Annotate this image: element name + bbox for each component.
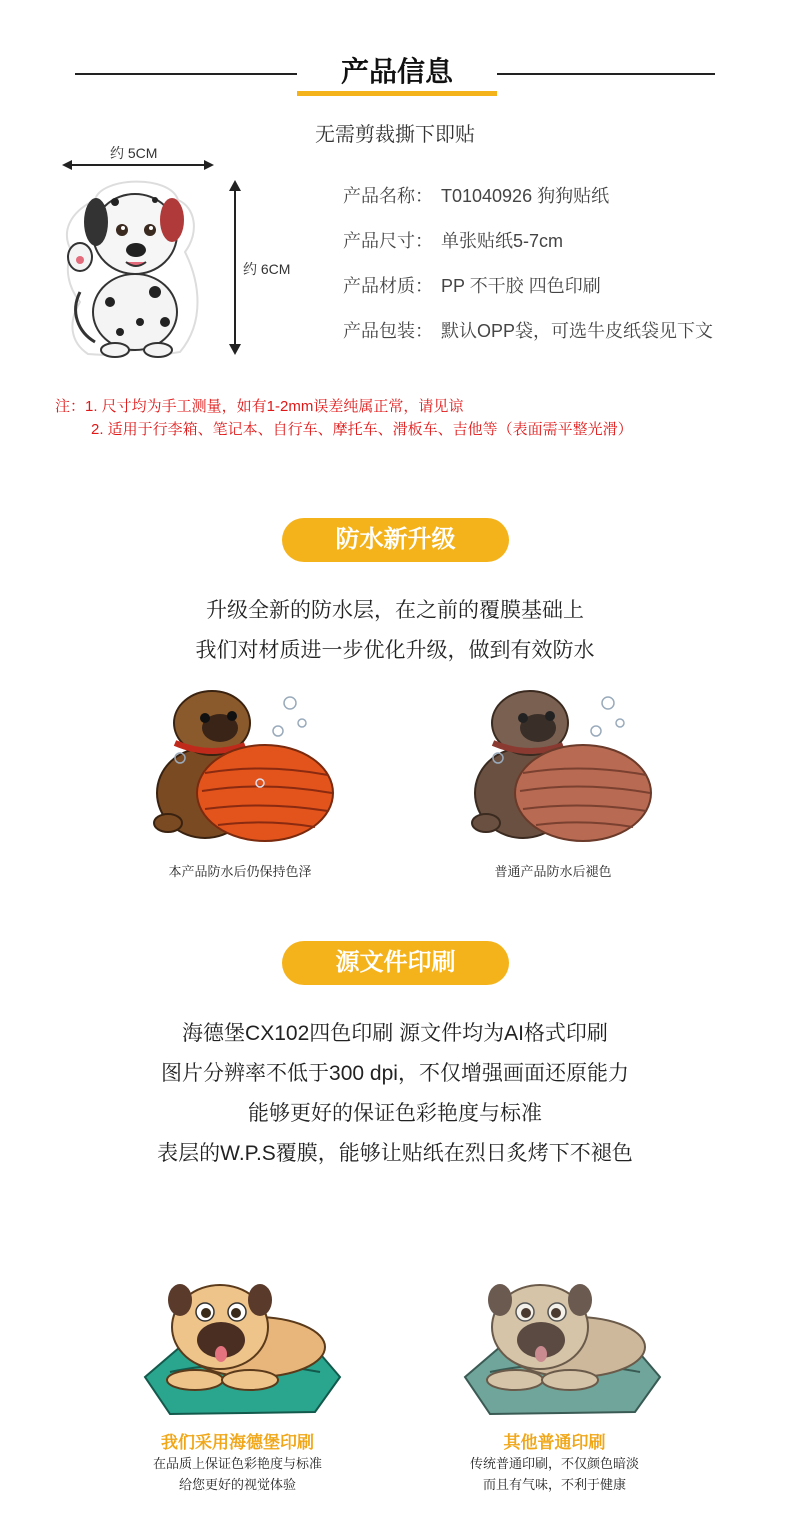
waterproof-heading: 防水新升级 xyxy=(282,518,509,562)
waterproof-line-1: 升级全新的防水层，在之前的覆膜基础上 xyxy=(206,599,584,622)
width-arrow-icon xyxy=(62,159,214,171)
info-row-size xyxy=(343,227,563,253)
pug-ball-vivid-image xyxy=(150,683,335,848)
printing-heading: 源文件印刷 xyxy=(282,941,509,985)
info-row-material xyxy=(343,272,601,298)
caption-vivid: 本产品防水后仍保持色泽 xyxy=(168,864,312,879)
comparison-left-title: 我们采用海德堡印刷 xyxy=(161,1433,314,1452)
subtitle: 无需剪裁撕下即贴 xyxy=(315,124,475,146)
waterproof-line-2: 我们对材质进一步优化升级，做到有效防水 xyxy=(195,639,595,662)
printing-line-1: 海德堡CX102四色印刷 源文件均为AI格式印刷 xyxy=(182,1022,608,1045)
comparison-left-line-2: 给您更好的视觉体验 xyxy=(178,1477,296,1492)
note-line-1: 注：1. 尺寸均为手工测量，如有1-2mm误差纯属正常，请见谅 xyxy=(55,398,464,415)
header-line-right xyxy=(497,73,715,75)
width-label: 约 5CM xyxy=(110,145,158,161)
info-row-name xyxy=(343,182,609,208)
title-underline xyxy=(297,91,497,96)
info-key: 产品包装： xyxy=(343,321,433,341)
info-value: 默认OPP袋，可选牛皮纸袋见下文 xyxy=(441,321,714,341)
dalmatian-sticker-image xyxy=(60,172,210,360)
printing-line-3: 能够更好的保证色彩艳度与标准 xyxy=(248,1102,542,1125)
info-key: 产品材质： xyxy=(343,276,433,296)
info-key: 产品名称： xyxy=(343,186,433,206)
info-value: 单张贴纸5-7cm xyxy=(441,231,564,251)
page-title-text: 产品信息 xyxy=(340,56,453,87)
height-label: 约 6CM xyxy=(243,261,291,277)
page-title xyxy=(297,52,497,96)
info-row-package xyxy=(343,317,713,343)
header-line-left xyxy=(75,73,297,75)
printing-line-2: 图片分辨率不低于300 dpi，不仅增强画面还原能力 xyxy=(161,1062,629,1085)
height-arrow-icon xyxy=(228,180,242,355)
pug-cushion-vivid-image xyxy=(140,1272,345,1420)
comparison-right-line-1: 传统普通印刷，不仅颜色暗淡 xyxy=(469,1456,639,1471)
printing-line-4: 表层的W.P.S覆膜，能够让贴纸在烈日炙烤下不褪色 xyxy=(157,1142,633,1165)
comparison-right-title: 其他普通印刷 xyxy=(503,1433,606,1452)
info-key: 产品尺寸： xyxy=(343,231,433,251)
comparison-right-line-2: 而且有气味，不利于健康 xyxy=(482,1477,626,1492)
pug-ball-faded-image xyxy=(468,683,653,848)
info-value: T01040926 狗狗贴纸 xyxy=(441,186,610,206)
info-value: PP 不干胶 四色印刷 xyxy=(441,276,601,296)
note-line-2: 2. 适用于行李箱、笔记本、自行车、摩托车、滑板车、吉他等（表面需平整光滑） xyxy=(91,421,633,438)
pug-cushion-faded-image xyxy=(460,1272,665,1420)
caption-faded: 普通产品防水后褪色 xyxy=(494,864,612,879)
comparison-left-line-1: 在品质上保证色彩艳度与标准 xyxy=(152,1456,322,1471)
